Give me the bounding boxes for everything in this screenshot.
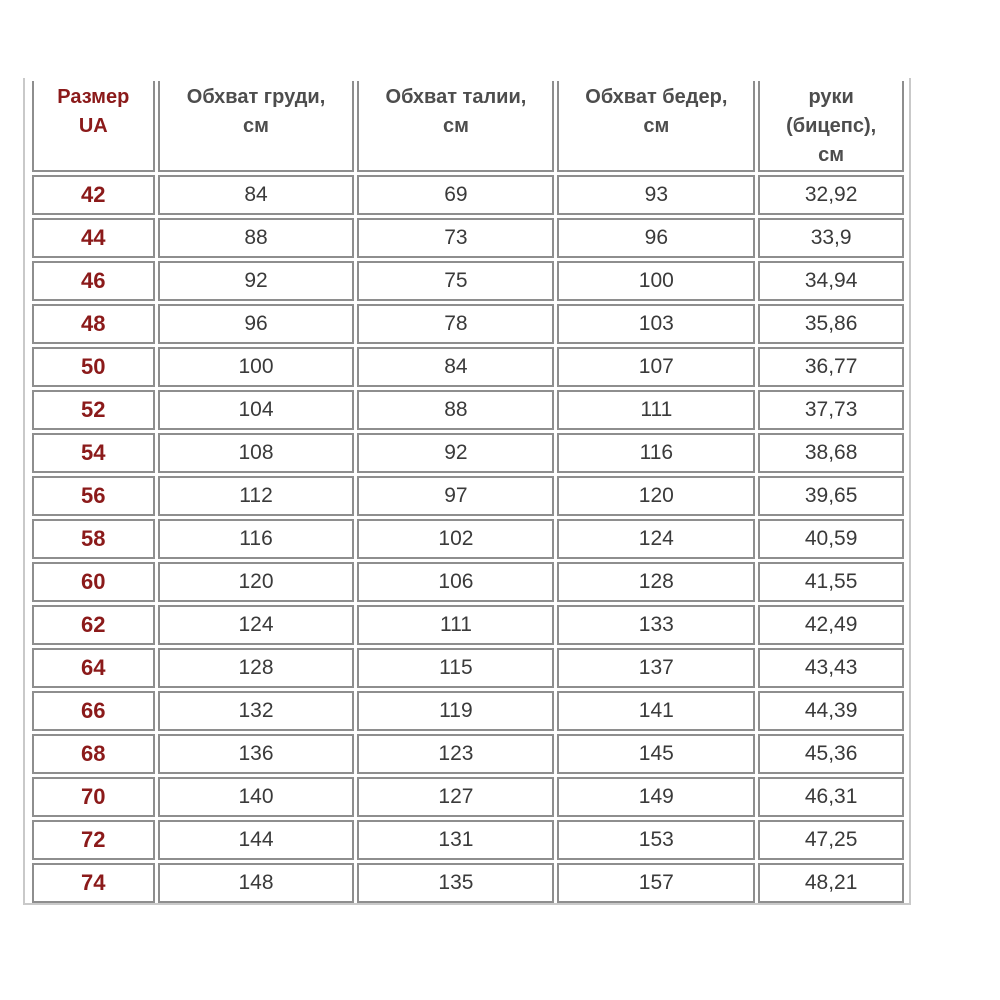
waist-cell: 92	[357, 433, 554, 473]
size-chart-frame	[23, 78, 911, 905]
arm-cell: 38,68	[758, 433, 904, 473]
size-cell: 60	[32, 562, 155, 602]
hips-cell: 149	[557, 777, 755, 817]
chest-cell: 92	[158, 261, 355, 301]
hips-cell: 107	[557, 347, 755, 387]
chest-cell: 132	[158, 691, 355, 731]
arm-cell: 33,9	[758, 218, 904, 258]
hips-cell: 111	[557, 390, 755, 430]
waist-cell: 88	[357, 390, 554, 430]
arm-cell: 45,36	[758, 734, 904, 774]
waist-cell: 123	[357, 734, 554, 774]
chest-cell: 128	[158, 648, 355, 688]
hips-cell: 96	[557, 218, 755, 258]
waist-cell: 115	[357, 648, 554, 688]
chest-cell: 140	[158, 777, 355, 817]
arm-cell: 35,86	[758, 304, 904, 344]
table-row	[32, 562, 904, 602]
size-cell: 48	[32, 304, 155, 344]
size-cell: 62	[32, 605, 155, 645]
hips-cell: 103	[557, 304, 755, 344]
size-cell: 50	[32, 347, 155, 387]
table-row	[32, 691, 904, 731]
size-cell: 54	[32, 433, 155, 473]
waist-cell: 106	[357, 562, 554, 602]
waist-cell: 84	[357, 347, 554, 387]
arm-cell: 42,49	[758, 605, 904, 645]
chest-cell: 100	[158, 347, 355, 387]
waist-cell: 78	[357, 304, 554, 344]
arm-cell: 47,25	[758, 820, 904, 860]
waist-cell: 102	[357, 519, 554, 559]
waist-cell: 73	[357, 218, 554, 258]
arm-cell: 48,21	[758, 863, 904, 903]
size-cell: 58	[32, 519, 155, 559]
chest-cell: 104	[158, 390, 355, 430]
header-size: Размер UA	[32, 81, 155, 172]
table-row	[32, 476, 904, 516]
arm-cell: 34,94	[758, 261, 904, 301]
table-body	[32, 175, 904, 903]
size-cell: 46	[32, 261, 155, 301]
arm-cell: 41,55	[758, 562, 904, 602]
table-row	[32, 175, 904, 215]
size-cell: 70	[32, 777, 155, 817]
header-chest: Обхват груди, см	[158, 81, 355, 172]
hips-cell: 157	[557, 863, 755, 903]
chest-cell: 108	[158, 433, 355, 473]
waist-cell: 97	[357, 476, 554, 516]
hips-cell: 128	[557, 562, 755, 602]
waist-cell: 75	[357, 261, 554, 301]
header-row	[32, 81, 904, 172]
header-waist: Обхват талии, см	[357, 81, 554, 172]
arm-cell: 43,43	[758, 648, 904, 688]
table-row	[32, 390, 904, 430]
hips-cell: 145	[557, 734, 755, 774]
arm-cell: 40,59	[758, 519, 904, 559]
table-row	[32, 648, 904, 688]
table-row	[32, 261, 904, 301]
waist-cell: 119	[357, 691, 554, 731]
arm-cell: 32,92	[758, 175, 904, 215]
hips-cell: 116	[557, 433, 755, 473]
chest-cell: 144	[158, 820, 355, 860]
size-cell: 66	[32, 691, 155, 731]
chest-cell: 84	[158, 175, 355, 215]
table-row	[32, 433, 904, 473]
table-row	[32, 734, 904, 774]
chest-cell: 136	[158, 734, 355, 774]
table-row	[32, 863, 904, 903]
table-row	[32, 519, 904, 559]
chest-cell: 120	[158, 562, 355, 602]
hips-cell: 137	[557, 648, 755, 688]
waist-cell: 135	[357, 863, 554, 903]
arm-cell: 36,77	[758, 347, 904, 387]
size-cell: 72	[32, 820, 155, 860]
hips-cell: 153	[557, 820, 755, 860]
hips-cell: 93	[557, 175, 755, 215]
chest-cell: 112	[158, 476, 355, 516]
table-row	[32, 605, 904, 645]
chest-cell: 96	[158, 304, 355, 344]
table-row	[32, 218, 904, 258]
header-hips: Обхват бедер, см	[557, 81, 755, 172]
arm-cell: 46,31	[758, 777, 904, 817]
waist-cell: 131	[357, 820, 554, 860]
size-chart-table	[29, 78, 907, 906]
table-row	[32, 820, 904, 860]
size-cell: 42	[32, 175, 155, 215]
table-row	[32, 304, 904, 344]
size-cell: 44	[32, 218, 155, 258]
table-row	[32, 347, 904, 387]
size-cell: 52	[32, 390, 155, 430]
arm-cell: 37,73	[758, 390, 904, 430]
size-cell: 74	[32, 863, 155, 903]
table-row	[32, 777, 904, 817]
hips-cell: 100	[557, 261, 755, 301]
hips-cell: 124	[557, 519, 755, 559]
chest-cell: 148	[158, 863, 355, 903]
chest-cell: 88	[158, 218, 355, 258]
hips-cell: 120	[557, 476, 755, 516]
chest-cell: 124	[158, 605, 355, 645]
hips-cell: 141	[557, 691, 755, 731]
chest-cell: 116	[158, 519, 355, 559]
size-cell: 64	[32, 648, 155, 688]
arm-cell: 44,39	[758, 691, 904, 731]
waist-cell: 69	[357, 175, 554, 215]
arm-cell: 39,65	[758, 476, 904, 516]
hips-cell: 133	[557, 605, 755, 645]
waist-cell: 111	[357, 605, 554, 645]
size-cell: 56	[32, 476, 155, 516]
size-cell: 68	[32, 734, 155, 774]
waist-cell: 127	[357, 777, 554, 817]
header-arm: руки (бицепс), см	[758, 81, 904, 172]
